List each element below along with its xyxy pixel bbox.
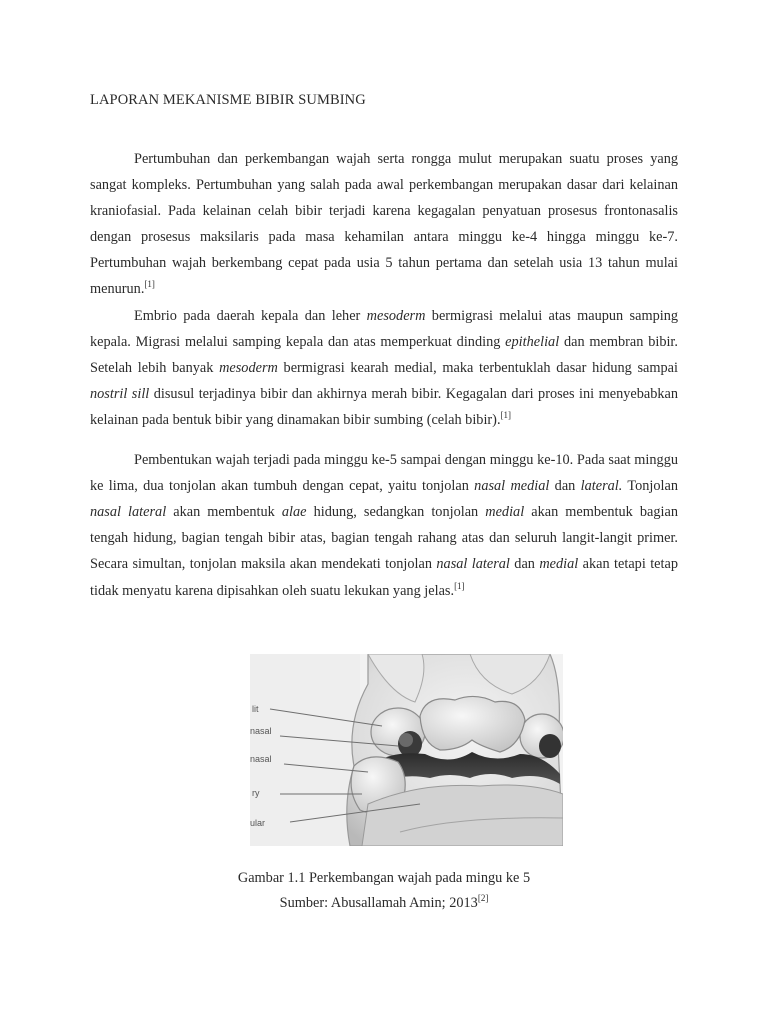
italic-term: epithelial <box>505 333 560 350</box>
italic-term: nostril sill <box>90 385 150 402</box>
figure-caption: Gambar 1.1 Perkembangan wajah pada mingu ke 5 <box>237 870 531 886</box>
italic-term: medial <box>485 504 525 521</box>
document-body <box>90 146 678 604</box>
embryo-face-figure <box>250 654 563 846</box>
paragraph-text: akan membentuk <box>166 504 282 521</box>
figure-label-4: ry <box>252 788 260 798</box>
document-title: LAPORAN MEKANISME BIBIR SUMBING <box>90 92 366 108</box>
paragraph-text: akan tetapi tetap tidak menyatu karena dipisahkan oleh suatu lekukan yang jelas. <box>90 556 678 599</box>
paragraph-1 <box>90 146 678 303</box>
italic-term: lateral. <box>580 478 623 495</box>
paragraph-text: Tonjolan <box>622 478 679 495</box>
figure-label-2: nasal <box>250 726 272 736</box>
citation-ref: [1] <box>454 580 465 591</box>
paragraph-text: bermigrasi kearah medial, maka terbentuklah dasar hidung sampai <box>277 359 678 376</box>
figure-source-text: Sumber: Abusallamah Amin; 2013 <box>279 895 478 911</box>
figure-source <box>0 895 768 912</box>
italic-term: nasal lateral <box>436 556 510 573</box>
paragraph-2 <box>90 303 678 433</box>
figure-source-citation: [2] <box>477 893 489 903</box>
paragraph-text: dan <box>509 556 540 573</box>
figure-label-1: lit <box>252 704 259 714</box>
paragraph-text: dan membran bibir. Setelah lebih banyak <box>90 333 678 376</box>
paragraph-text: hidung, sedangkan tonjolan <box>306 504 486 521</box>
italic-term: nasal medial <box>474 478 550 495</box>
italic-term: nasal lateral <box>90 504 167 521</box>
paragraph-text: Pembentukan wajah terjadi pada minggu ke-5 sampai dengan minggu ke-10. Pada saat minggu ke lima, dua tonjolan akan tumbuh dengan cepat, yaitu tonjolan <box>90 452 678 495</box>
paragraph-text: dan <box>549 478 581 495</box>
figure-label-3: nasal <box>250 754 272 764</box>
italic-term: mesoderm <box>219 359 278 376</box>
citation-ref: [1] <box>500 409 512 420</box>
citation-ref: [1] <box>144 279 155 290</box>
figure-label-5: ular <box>250 818 266 828</box>
paragraph-text: akan membentuk bagian tengah hidung, bagian tengah bibir atas, bagian tengah rahang atas dan seluruh langit-langit primer. Secara simultan, tonjolan maksila akan mendekati tonjolan <box>90 504 678 573</box>
paragraph-text: bermigrasi melalui atas maupun samping kepala. Migrasi melalui samping kepala dan atas memperkuat dinding <box>90 307 679 350</box>
paragraph-text: Pertumbuhan dan perkembangan wajah serta rongga mulut merupakan suatu proses yang sangat kompleks. Pertumbuhan yang salah pada awal perkembangan merupakan dasar dari kelainan kraniofasial. Pada kelainan celah bibir terjadi karena kegagalan penyatuan prosesus frontonasalis dengan prosesus maksilaris pada masa kehamilan antara minggu ke-4 hingga minggu ke-7. Pertumbuhan wajah berkembang cepat pada usia 5 tahun pertama dan setelah usia 13 tahun mulai menurun. <box>90 151 678 298</box>
paragraph-text: disusul terjadinya bibir dan akhirnya merah bibir. Kegagalan dari proses ini menyebabkan kelainan pada bentuk bibir yang dinamakan bibir sumbing (celah bibir). <box>90 385 678 428</box>
paragraph-3 <box>90 447 678 604</box>
italic-term: medial <box>539 556 579 573</box>
italic-term: alae <box>281 504 307 521</box>
italic-term: mesoderm <box>366 307 426 324</box>
embryo-face-illustration <box>250 654 563 846</box>
paragraph-text: Embrio pada daerah kepala dan leher <box>134 307 367 324</box>
